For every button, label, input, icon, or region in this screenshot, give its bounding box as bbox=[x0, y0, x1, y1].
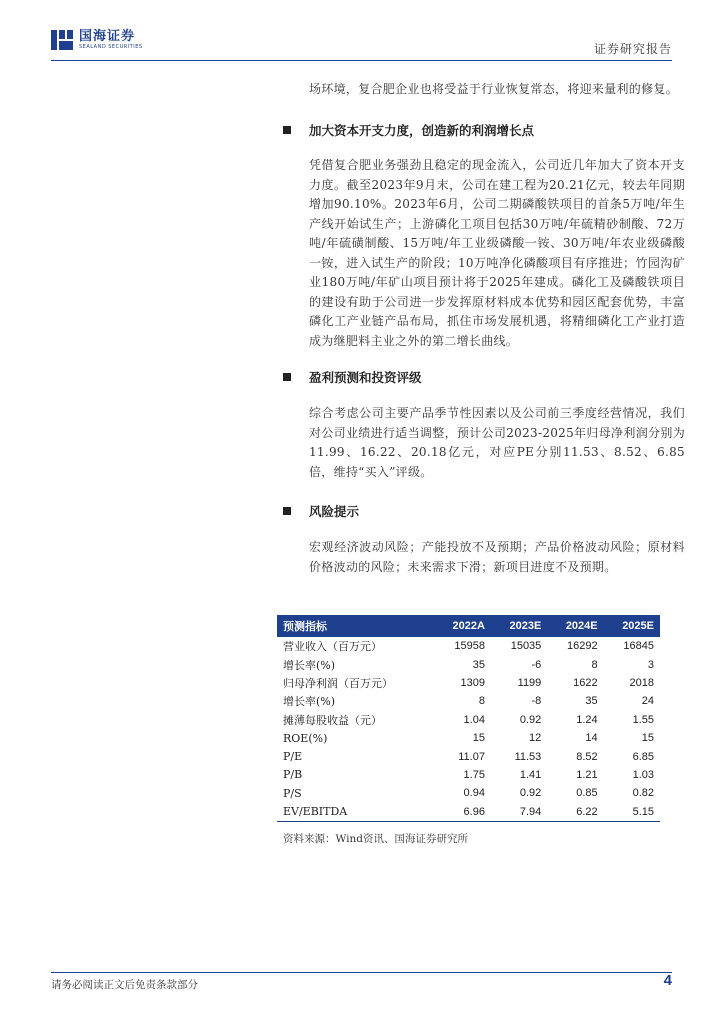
metric-value-cell: 8 bbox=[591, 658, 598, 671]
table-header-row bbox=[277, 615, 660, 637]
table-header-cell: 2023E bbox=[509, 620, 542, 632]
section-heading-risk bbox=[283, 502, 359, 520]
metric-value-cell: 6.96 bbox=[434, 803, 491, 822]
metric-value-cell: 6.85 bbox=[632, 750, 654, 763]
metric-value-cell: 15035 bbox=[510, 640, 542, 653]
metric-value-cell: 1.21 bbox=[576, 768, 598, 781]
metric-label-cell: 增长率(%) bbox=[283, 695, 336, 709]
table-row bbox=[277, 784, 660, 802]
metric-label-cell: 归母净利润（百万元） bbox=[283, 676, 393, 690]
section-heading-capex bbox=[283, 121, 534, 139]
metric-value-cell: 15 bbox=[641, 732, 654, 745]
square-bullet-icon bbox=[283, 507, 291, 515]
metric-value-cell: 8.52 bbox=[576, 750, 598, 763]
metric-value-cell: 0.82 bbox=[632, 787, 654, 800]
metric-value-cell: 14 bbox=[585, 732, 598, 745]
table-row bbox=[277, 692, 660, 710]
metric-label-cell: 营业收入（百万元） bbox=[283, 640, 382, 654]
table-row bbox=[277, 803, 660, 822]
metric-label-cell: P/E bbox=[283, 750, 303, 764]
metric-value-cell: 0.94 bbox=[463, 787, 485, 800]
table-header-cell: 预测指标 bbox=[283, 621, 327, 633]
metric-label-cell: 摊薄每股收益（元） bbox=[283, 713, 382, 727]
metric-value-cell: 35 bbox=[585, 695, 598, 708]
metric-value-cell: 2018 bbox=[629, 676, 654, 689]
table-row bbox=[277, 747, 660, 765]
table-source: 资料来源：Wind资讯、国海证券研究所 bbox=[283, 833, 468, 845]
company-logo bbox=[51, 30, 143, 50]
metric-value-cell: -8 bbox=[531, 695, 542, 708]
table-row bbox=[277, 766, 660, 784]
section-title: 风险提示 bbox=[309, 504, 360, 519]
metric-value-cell: 1199 bbox=[517, 676, 542, 689]
table-header-cell: 2024E bbox=[565, 620, 598, 632]
table-row bbox=[277, 729, 660, 747]
footer-divider bbox=[51, 972, 672, 973]
square-bullet-icon bbox=[283, 126, 291, 134]
table-row bbox=[277, 674, 660, 692]
metric-value-cell: 0.92 bbox=[519, 787, 542, 800]
metric-value-cell: 5.15 bbox=[604, 803, 660, 822]
table-header-cell: 2025E bbox=[622, 620, 654, 632]
section-body-risk: 宏观经济波动风险；产能投放不及预期；产品价格波动风险；原材料价格波动的风险；未来需求下滑；新项目进度不及预期。 bbox=[309, 540, 685, 574]
metric-value-cell: 1.24 bbox=[576, 713, 598, 726]
metric-value-cell: 0.92 bbox=[519, 713, 542, 726]
metric-value-cell: 15958 bbox=[454, 640, 485, 653]
table-row bbox=[277, 711, 660, 729]
metric-value-cell: 6.22 bbox=[547, 803, 603, 822]
metric-value-cell: 1.04 bbox=[463, 713, 485, 726]
metric-value-cell: 1309 bbox=[460, 676, 485, 689]
metric-value-cell: 15 bbox=[472, 732, 485, 745]
logo-cn: 国海证券 bbox=[79, 29, 136, 44]
metric-value-cell: 16292 bbox=[567, 640, 598, 653]
header-divider bbox=[51, 60, 672, 61]
metric-value-cell: 35 bbox=[472, 658, 485, 671]
doc-type: 证券研究报告 bbox=[593, 42, 672, 56]
page-number: 4 bbox=[663, 972, 672, 989]
metric-value-cell: 24 bbox=[641, 695, 654, 708]
logo-en: SEALAND SECURITIES bbox=[79, 44, 143, 50]
metric-value-cell: -6 bbox=[531, 658, 542, 671]
section-heading-forecast bbox=[283, 368, 422, 386]
table-row bbox=[277, 637, 660, 655]
metric-value-cell: 12 bbox=[529, 732, 542, 745]
section-title: 盈利预测和投资评级 bbox=[309, 370, 422, 385]
metric-value-cell: 16845 bbox=[623, 640, 654, 653]
table-header-cell: 2022A bbox=[452, 620, 485, 632]
metric-value-cell: 0.85 bbox=[576, 787, 598, 800]
metric-value-cell: 8 bbox=[478, 695, 485, 708]
metric-value-cell: 7.94 bbox=[491, 803, 547, 822]
metric-label-cell: EV/EBITDA bbox=[277, 803, 434, 822]
metric-value-cell: 1622 bbox=[573, 676, 598, 689]
metric-value-cell: 11.53 bbox=[514, 750, 542, 763]
intro-tail-paragraph: 场环境，复合肥企业也将受益于行业恢复常态，将迎来量利的修复。 bbox=[309, 82, 679, 96]
section-body-forecast: 综合考虑公司主要产品季节性因素以及公司前三季度经营情况，我们对公司业绩进行适当调整，预计公司2023-2025年归母净利润分别为11.99、16.22、20.18亿元，对应PE分别11.53、8.52、6.85倍，维持“买入”评级。 bbox=[309, 406, 685, 479]
metric-value-cell: 11.07 bbox=[458, 750, 485, 763]
table-row bbox=[277, 655, 660, 673]
metric-label-cell: ROE(%) bbox=[283, 731, 328, 745]
metric-value-cell: 1.41 bbox=[519, 768, 542, 781]
metric-value-cell: 1.75 bbox=[463, 768, 485, 781]
section-title: 加大资本开支力度，创造新的利润增长点 bbox=[309, 123, 535, 138]
logo-mark-icon bbox=[51, 30, 73, 50]
footer-disclaimer: 请务必阅读正文后免责条款部分 bbox=[51, 979, 198, 991]
metric-label-cell: 增长率(%) bbox=[283, 658, 336, 672]
metric-value-cell: 3 bbox=[647, 658, 654, 671]
section-body-capex: 凭借复合肥业务强劲且稳定的现金流入，公司近几年加大了资本开支力度。截至2023年9月末，公司在建工程为20.21亿元，较去年同期增加90.10%。2023年6月，公司二期磷酸铁项目的首条5万吨/年生产线开始试生产；上游磷化工项目包括30万吨/年硫精砂制酸、72万吨/年硫磺制酸、15万吨/年工业级磷酸一铵、30万吨/年农业级磷酸一铵，进入试生产的阶段；10万吨净化磷酸项目有序推进；竹园沟矿业180万吨/年矿山项目预计将于2025年建成。磷化工及磷酸铁项目的建设有助于公司进一步发挥原材料成本优势和园区配套优势，丰富磷化工产业链产品布局，抓住市场发展机遇，将精细磷化工产业打造成为继肥料主业之外的第二增长曲线。 bbox=[309, 158, 685, 348]
metric-label-cell: P/B bbox=[283, 768, 303, 782]
metric-label-cell: P/S bbox=[283, 786, 302, 800]
metric-value-cell: 1.55 bbox=[632, 713, 654, 726]
square-bullet-icon bbox=[283, 373, 291, 381]
metric-value-cell: 1.03 bbox=[632, 768, 654, 781]
forecast-table bbox=[277, 615, 660, 822]
